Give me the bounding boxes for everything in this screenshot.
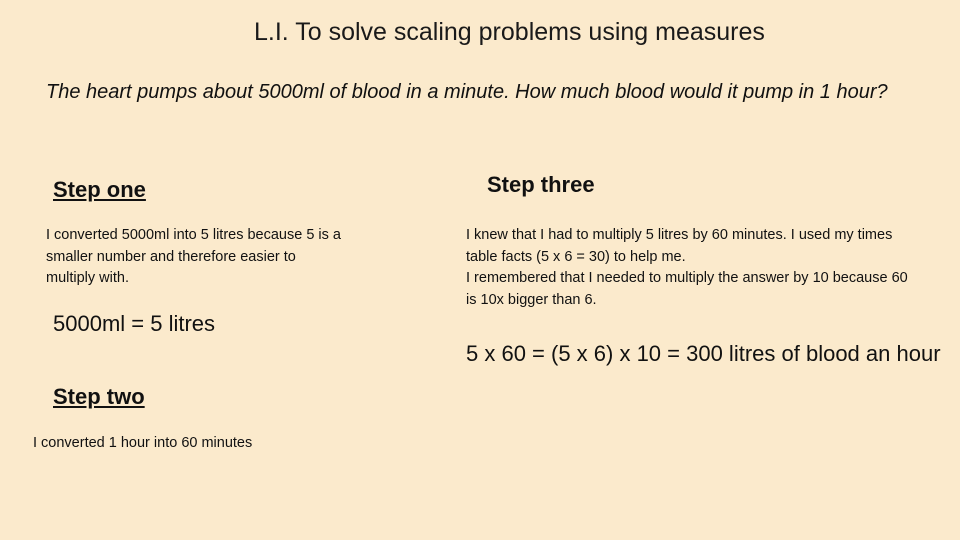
step-three-text-line1: I knew that I had to multiply 5 litres by 60 minutes. I used my times table facts (5 x 6 = 30) to help me.: [466, 227, 893, 265]
step-three-text: [466, 225, 921, 311]
step-one-equation: 5000ml = 5 litres: [53, 311, 216, 336]
step-three-answer: 5 x 60 = (5 x 6) x 10 = 300 litres of blood an hour: [466, 341, 941, 366]
slide-title: L.I. To solve scaling problems using measures: [254, 18, 765, 46]
step-two-heading: Step two: [53, 384, 145, 409]
step-one-heading: Step one: [53, 177, 146, 202]
question-text: The heart pumps about 5000ml of blood in a minute. How much blood would it pump in 1 hour?: [46, 81, 888, 103]
step-three-heading: Step three: [487, 172, 595, 197]
step-three-text-line2: I remembered that I needed to multiply the answer by 10 because 60 is 10x bigger than 6.: [466, 270, 908, 308]
step-one-text: I converted 5000ml into 5 litres because 5 is a smaller number and therefore easier to multiply with.: [46, 227, 341, 286]
step-two-text: I converted 1 hour into 60 minutes: [33, 435, 253, 451]
